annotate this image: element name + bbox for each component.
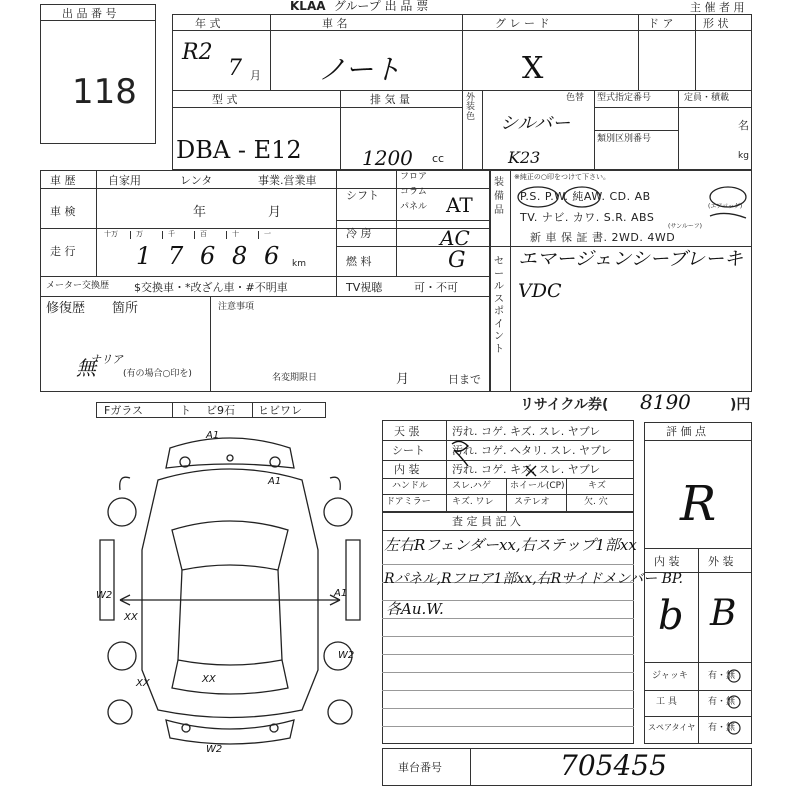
repair-handwritten: ナリア [90,353,123,366]
brand-name: KLAA [290,0,326,13]
mileage-digit: 1 [136,242,152,270]
displacement-label: 排 気 量 [370,93,410,106]
sales-point-1: エマージェンシーブレーキ [518,248,744,270]
color-no-value: K23 [508,148,541,167]
meter-options: $交換車・*改ざん車・#不明車 [134,281,288,294]
mileage-label: 走 行 [50,245,76,258]
mileage-digit: 6 [200,242,216,270]
spare-tire-label: スペアタイヤ [648,723,696,732]
glass-option-2: ビ9石 [206,404,235,417]
exterior-label: 外 装 [708,555,734,568]
jack-label: ジャッキ [652,671,688,681]
inspector-line-3: 各Au.W. [386,600,444,618]
glass-option-1: ト [180,404,191,417]
diagram-mark: W2 [206,744,223,755]
cond-wheel-label: ホイール(CP) [510,481,565,491]
type-designation-label: 型式指定番号 [597,93,652,103]
cond-stereo-label: ステレオ [514,497,550,507]
name-change-label: 名変期限日 [272,373,318,383]
year-value: R2 [182,40,213,65]
color-value: シルバー [500,113,571,134]
load-unit: kg [738,151,749,161]
equipment-row2-sub: (サンルーフ) [668,223,702,230]
grade-label: グ レ ー ド [495,17,550,30]
recycle-value: 8190 [640,390,691,414]
inspector-line-2: Rパネル,Rフロア1部xx,右Rサイドメンバー BP. [384,571,683,587]
cond-ceiling-items: 汚れ. コゲ. キズ. スレ. ヤブレ [452,425,601,438]
mileage-unit: 百 [200,230,207,238]
brand-suffix: グループ 出 品 票 [333,0,429,13]
lot-number: 118 [72,72,137,112]
history-option-private: 自家用 [108,174,141,187]
km-unit: km [292,259,306,269]
cond-interior-label: 内 装 [394,463,420,476]
jack-value: 有・無 [708,671,736,681]
inspection-label: 車 検 [50,205,76,218]
chassis-label: 車台番号 [398,761,442,774]
accessory-circles [704,664,750,742]
diagram-mark: A1 [334,588,348,599]
cc-unit: cc [432,152,445,165]
shift-value: AT [446,193,473,217]
inspection-month: 月 [268,205,282,220]
diagram-mark: W2 [96,590,113,601]
mileage-digit: 8 [232,242,248,270]
sales-point-2: VDC [518,280,562,302]
ac-label: 冷 房 [346,227,372,240]
recycle-unit: )円 [730,397,751,413]
equipment-note: ※純正の○印をつけて下さい。 [514,173,610,181]
shift-column: コラム [400,187,427,197]
organizer-label: 主 催 者 用 [690,1,745,14]
car-name-value: ノート [318,53,402,86]
repair-label: 修復歴 [46,301,86,316]
displacement-value: 1200 [362,146,413,170]
exterior-color-label: 外装色 [466,93,476,122]
repair-value: 無 [76,356,96,380]
ac-value: AC [440,226,470,250]
cond-stereo-items: 欠. 穴 [584,497,608,507]
mileage-unit: 千 [168,230,175,238]
mileage-unit: 十万 [104,230,118,238]
cond-mirror-label: ドアミラー [386,497,431,507]
diagram-mark: A1 [268,476,282,487]
cond-interior-items: 汚れ. コゲ. キズ. スレ. ヤブレ [452,463,601,476]
shift-panel: パネル [400,202,428,212]
interior-label: 内 装 [654,555,680,568]
equipment-row1-sub: (エアバッグ) [708,203,743,210]
month-value: 7 [228,56,242,81]
model-label: 型 式 [212,93,238,106]
exterior-value: B [710,593,737,634]
fuel-label: 燃 料 [346,255,372,268]
year-label: 年 式 [195,17,221,30]
diagram-mark: A1 [206,430,220,441]
model-value: DBA - E12 [176,136,302,164]
condition-handwritten-marks [446,436,546,480]
chassis-value: 705455 [560,749,667,782]
history-option-business: 事業.営業車 [258,174,317,187]
equipment-row2: TV. ナビ. カワ. S.R. ABS [520,211,655,224]
car-diagram [90,420,370,755]
cond-handle-items: スレ.ハゲ [452,481,491,491]
capacity-unit: 名 [738,119,749,132]
cond-seat-items: 汚れ. コゲ. ヘタリ. スレ. ヤブレ [452,444,612,457]
tv-value: 可・不可 [414,281,458,294]
inspection-year: 年 [193,205,207,220]
equipment-row1: P.S. P.W. 純AW. CD. AB [520,190,651,203]
category-no-label: 類別区別番号 [597,134,652,144]
mileage-unit: 万 [136,230,143,238]
tools-label: 工 具 [656,697,677,707]
repair-note: (有の場合○印を) [123,369,192,379]
cond-seat-label: シート [392,444,425,457]
cond-mirror-items: キズ. ワレ [452,497,494,507]
door-label: ド ア [648,17,674,30]
equipment-row3: 新 車 保 証 書. 2WD. 4WD [530,231,676,244]
sales-points-label: セールスポイント [494,256,504,355]
shift-label: シフト [346,189,379,202]
inspector-label: 査 定 員 記 入 [452,515,521,528]
tools-value: 有・無 [708,697,736,707]
tv-label: TV視聴 [346,281,383,294]
color-change-label: 色替 [566,93,585,103]
diagram-mark: XX [202,674,216,685]
mileage-unit: 十 [232,230,239,238]
history-option-rental: レンタ [180,174,213,187]
inspector-line-1: 左右Rフェンダーxx,右ステップ1部xx [384,536,637,554]
mileage-unit: 一 [264,230,271,238]
month-unit: 月 [250,69,261,82]
name-change-month: 月 [396,372,410,387]
spare-tire-value: 有・無 [708,723,736,733]
diagram-mark: XX [136,678,150,689]
brand-title [290,0,428,12]
diagram-mark: W2 [338,650,355,661]
name-change-day: 日まで [448,373,481,386]
glass-label: Fガラス [104,404,143,417]
cond-handle-label: ハンドル [392,481,429,491]
equipment-circles [510,180,750,230]
history-label: 車 歴 [50,174,76,187]
mileage-digit: 6 [264,242,280,270]
car-name-label: 車 名 [322,17,348,30]
notes-label: 注意事項 [218,302,255,312]
rating-value: R [680,476,717,532]
cond-ceiling-label: 天 張 [394,425,420,438]
cond-wheel-items: キズ [588,481,606,491]
shift-floor: フロア [400,172,428,182]
capacity-label: 定員・積載 [684,93,730,103]
shape-label: 形 状 [703,17,729,30]
rating-label: 評 価 点 [666,425,706,438]
diagram-mark: XX [124,612,138,623]
mileage-digit: 7 [168,242,184,270]
repair-location: 箇所 [112,301,139,316]
grade-value: X [522,51,544,86]
meter-label: メーター交換歴 [46,281,110,291]
lot-label: 出 品 番 号 [62,7,117,20]
glass-option-3: ヒビワレ [258,404,302,417]
interior-value: b [658,593,684,639]
recycle-label: リサイクル券( [520,397,609,413]
equipment-label: 装備品 [494,177,504,216]
fuel-value: G [448,248,466,273]
